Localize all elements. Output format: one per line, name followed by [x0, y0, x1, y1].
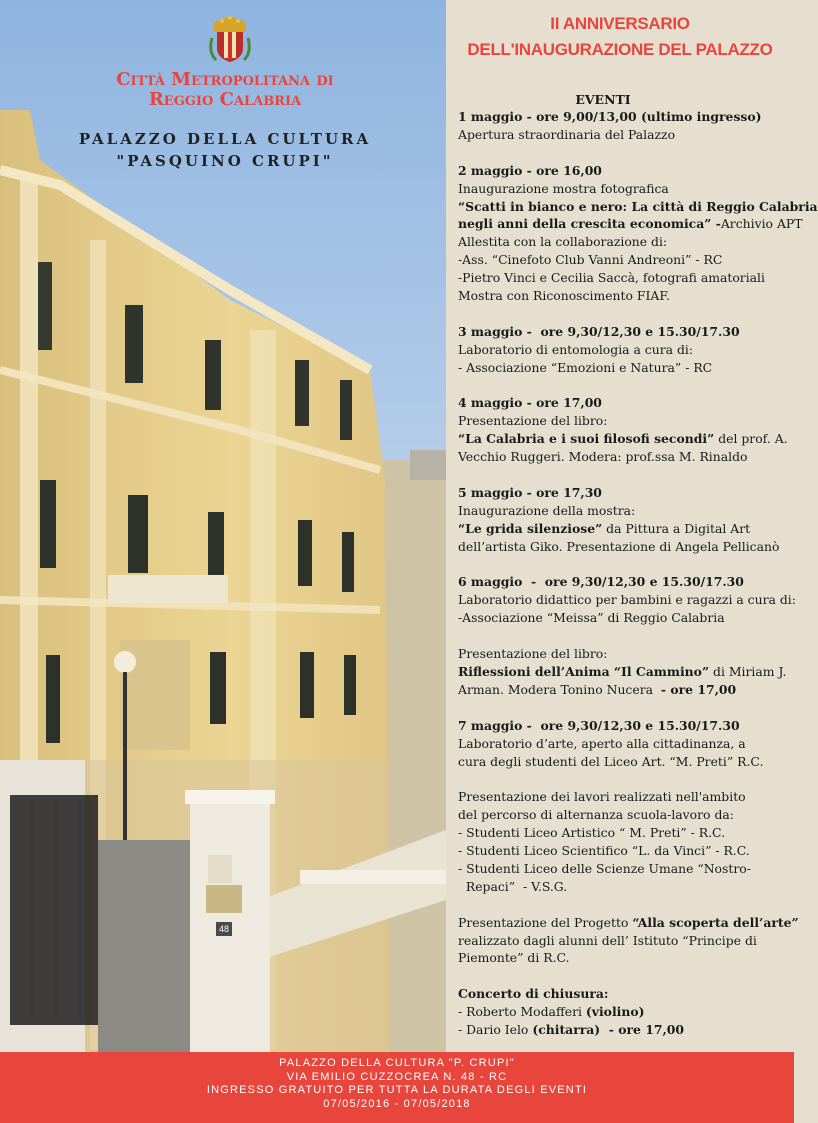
- event-line: [458, 735, 792, 753]
- event-spacer: [458, 377, 792, 395]
- event-text: Inaugurazione mostra fotografica: [458, 180, 669, 196]
- event-line: [458, 1021, 792, 1039]
- city-title: [60, 70, 390, 110]
- event-line: [458, 394, 792, 412]
- event-text: da Pittura a Digital Art: [602, 520, 751, 536]
- event-line: [458, 448, 792, 466]
- event-spacer: [458, 770, 792, 788]
- event-text: Presentazione del Progetto: [458, 914, 633, 930]
- event-spacer: [458, 305, 792, 323]
- event-line: [458, 180, 792, 198]
- footer-line3: INGRESSO GRATUITO PER TUTTA LA DURATA DEGLI EVENTI: [206, 1084, 588, 1096]
- event-text: Inaugurazione della mostra:: [458, 502, 636, 518]
- event-text: Mostra con Riconoscimento FIAF.: [458, 288, 670, 304]
- event-line: [458, 215, 803, 233]
- event-text-bold: “Alla scoperta dell’arte”: [632, 914, 799, 930]
- event-text-bold: 6 maggio - ore 9,30/12,30 e 15.30/17.30: [458, 574, 744, 590]
- event-line: [458, 1003, 792, 1021]
- city-title-line2: Reggio Calabria: [148, 89, 302, 110]
- event-line: [458, 412, 792, 430]
- anniversary-line2: DELL'INAUGURAZIONE DEL PALAZZO: [467, 40, 773, 59]
- event-text: dell’artista Giko. Presentazione di Angela Pellicanò: [458, 538, 780, 554]
- event-line: [458, 645, 792, 663]
- event-text: Laboratorio didattico per bambini e ragazzi a cura di:: [458, 592, 796, 608]
- event-text: Presentazione del libro:: [458, 413, 608, 429]
- event-line: [458, 985, 792, 1003]
- city-title-line1: Città Metropolitana di: [116, 69, 334, 90]
- house-number: 48: [218, 924, 229, 934]
- event-text-bold: 1 maggio - ore 9,00/13,00 (ultimo ingresso): [458, 109, 762, 124]
- event-line: [458, 251, 792, 269]
- event-line: [458, 520, 792, 538]
- event-text: di Miriam J.: [709, 664, 787, 679]
- event-line: [458, 932, 792, 950]
- event-text-bold: negli anni della crescita economica” -: [458, 216, 721, 232]
- event-line: [458, 108, 792, 126]
- events-list: [458, 108, 818, 1039]
- footer-line2: VIA EMILIO CUZZOCREA N. 48 - RC: [286, 1070, 508, 1083]
- events-panel: [446, 0, 818, 1052]
- event-line: [458, 806, 792, 824]
- events-heading: EVENTI: [575, 92, 631, 107]
- event-line: [458, 753, 792, 771]
- event-text: Piemonte” di R.C.: [458, 950, 570, 966]
- event-spacer: [458, 466, 792, 484]
- city-crest-icon: [204, 12, 256, 66]
- event-line: [458, 824, 792, 842]
- event-line: [458, 573, 792, 591]
- event-text: Laboratorio di entomologia a cura di:: [458, 341, 694, 357]
- event-line: [458, 717, 792, 735]
- event-text-bold: “Le grida silenziose”: [458, 520, 603, 536]
- event-line: [458, 233, 792, 251]
- event-text: - Studenti Liceo Scientifico “L. da Vinci” - R.C.: [458, 843, 750, 859]
- event-text: Repaci” - V.S.G.: [458, 878, 568, 894]
- event-line: [458, 538, 792, 556]
- event-line: [458, 914, 799, 932]
- event-text: - Studenti Liceo Artistico “ M. Preti” - R.C.: [458, 825, 726, 841]
- event-text: realizzato dagli alunni dell’ Istituto “Principe di: [458, 932, 757, 948]
- event-line: [458, 126, 792, 144]
- event-line: [458, 860, 792, 878]
- event-line: [458, 162, 792, 180]
- event-line: [458, 842, 792, 860]
- event-text-bold: - ore 17,00: [600, 1022, 685, 1038]
- event-text: Archivio APT: [720, 216, 803, 232]
- event-text: Allestita con la collaborazione di:: [458, 234, 668, 250]
- event-line: [458, 484, 792, 502]
- event-text: - Studenti Liceo delle Scienze Umane “Nostro-: [458, 860, 751, 876]
- event-line: [458, 502, 792, 520]
- event-line: [458, 949, 792, 967]
- event-text: Laboratorio d’arte, aperto alla cittadinanza, a: [458, 735, 746, 751]
- event-line: [458, 681, 792, 699]
- footer-banner: [0, 1052, 794, 1123]
- event-text: - Roberto Modafferi: [458, 1004, 586, 1020]
- event-text-bold: Concerto di chiusura:: [458, 986, 609, 1002]
- event-line: [458, 359, 792, 377]
- event-text: - Dario Ielo: [458, 1022, 533, 1038]
- event-line: [458, 287, 792, 305]
- event-text-bold: (violino): [585, 1004, 645, 1020]
- event-text-bold: 3 maggio - ore 9,30/12,30 e 15.30/17.30: [458, 323, 740, 339]
- event-spacer: [458, 896, 792, 914]
- footer-line4: 07/05/2016 - 07/05/2018: [323, 1097, 471, 1110]
- event-text: Presentazione dei lavori realizzati nell'ambito: [458, 789, 746, 805]
- event-spacer: [458, 627, 792, 645]
- event-text: -Associazione “Meissa” di Reggio Calabria: [458, 610, 725, 626]
- event-text-bold: “Scatti in bianco e nero: La città di Reggio Calabria: [458, 198, 818, 214]
- event-line: [458, 323, 792, 341]
- palace-title-line2: "PASQUINO CRUPI": [116, 152, 334, 170]
- event-line: [458, 788, 792, 806]
- event-text: Apertura straordinaria del Palazzo: [458, 126, 676, 142]
- event-text-bold: 2 maggio - ore 16,00: [458, 162, 602, 178]
- event-text: -Ass. “Cinefoto Club Vanni Andreoni” - RC: [458, 252, 723, 268]
- event-text: cura degli studenti del Liceo Art. “M. Preti” R.C.: [458, 753, 764, 769]
- event-line: [458, 663, 792, 681]
- event-text: del percorso di alternanza scuola-lavoro da:: [458, 807, 734, 823]
- event-text-bold: 4 maggio - ore 17,00: [458, 395, 602, 411]
- event-line: [458, 591, 796, 609]
- palace-title-line1: PALAZZO DELLA CULTURA: [78, 130, 372, 148]
- event-text-bold: “La Calabria e i suoi filosofi secondi”: [458, 431, 715, 447]
- event-text-bold: Riflessioni dell’Anima “Il Cammino”: [458, 664, 710, 679]
- event-text-bold: 7 maggio - ore 9,30/12,30 e 15.30/17.30: [458, 717, 740, 733]
- anniversary-line1: II ANNIVERSARIO: [550, 14, 690, 33]
- event-text-bold: (chitarra): [532, 1022, 601, 1038]
- event-spacer: [458, 967, 792, 985]
- event-text-bold: - ore 17,00: [660, 681, 737, 697]
- event-text: -Pietro Vinci e Cecilia Saccà, fotografi amatoriali: [458, 270, 765, 286]
- event-line: [458, 609, 792, 627]
- event-line: [458, 341, 792, 359]
- event-text: Presentazione del libro:: [458, 646, 608, 662]
- event-spacer: [458, 144, 792, 162]
- event-line: [458, 430, 792, 448]
- event-line: [458, 269, 792, 287]
- event-text: Vecchio Ruggeri. Modera: prof.ssa M. Rinaldo: [458, 449, 748, 465]
- event-spacer: [458, 556, 792, 574]
- footer-line1: PALAZZO DELLA CULTURA "P. CRUPI": [279, 1057, 515, 1069]
- event-text: Arman. Modera Tonino Nucera: [458, 681, 661, 697]
- event-text: - Associazione “Emozioni e Natura” - RC: [458, 359, 713, 375]
- event-spacer: [458, 699, 792, 717]
- event-line: [458, 198, 818, 216]
- palace-title: [60, 128, 390, 172]
- event-text-bold: 5 maggio - ore 17,30: [458, 484, 602, 500]
- event-text: del prof. A.: [714, 431, 788, 447]
- event-line: [458, 878, 792, 896]
